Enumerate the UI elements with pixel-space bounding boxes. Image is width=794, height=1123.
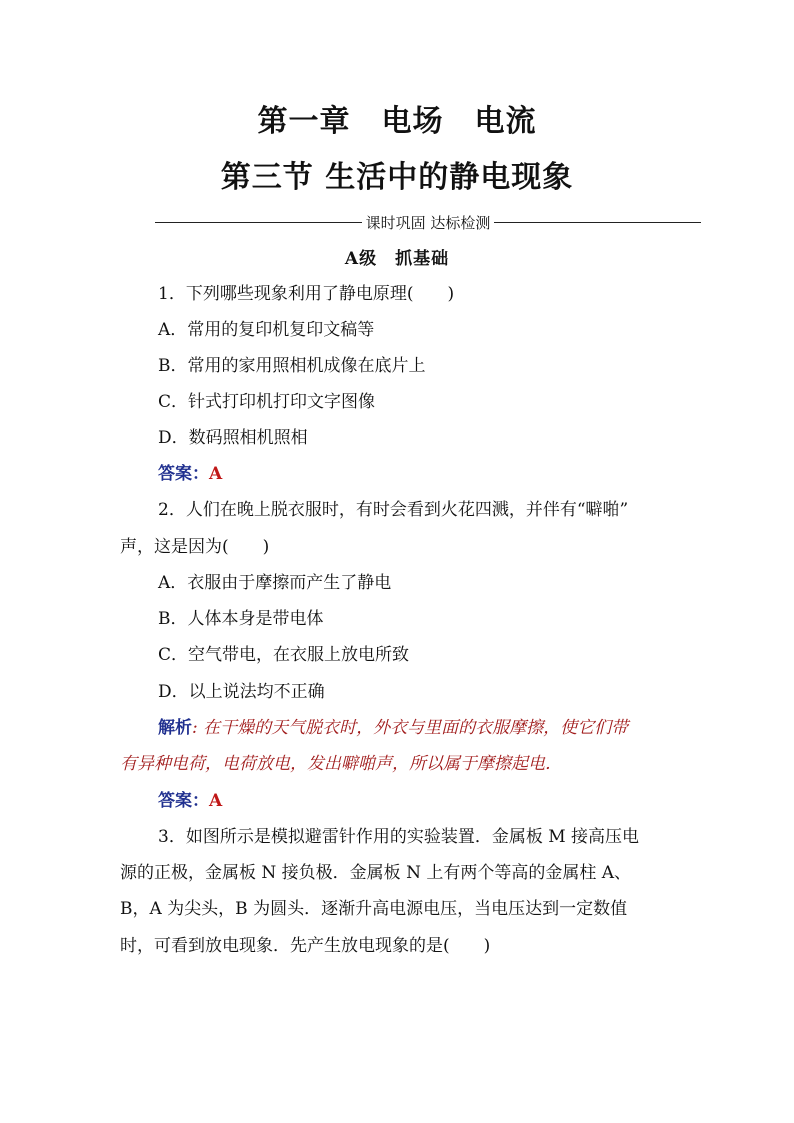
question-3-line-3: B，A 为尖头，B 为圆头．逐渐升高电源电压，当电压达到一定数值: [120, 899, 628, 919]
question-3-line-1: 3．如图所示是模拟避雷针作用的实验装置．金属板 M 接高压电: [158, 827, 640, 847]
chapter-title: 第一章 电场 电流: [257, 104, 537, 139]
question-1-answer: [158, 462, 222, 486]
answer-label: 答案：: [158, 464, 209, 484]
question-2-option-a: A．衣服由于摩擦而产生了静电: [158, 573, 392, 593]
question-1-option-d: D．数码照相机照相: [158, 428, 308, 448]
analysis-label: 解析: [158, 718, 192, 738]
question-2-analysis-line-1: [158, 716, 628, 740]
analysis-text: : 在干燥的天气脱衣时，外衣与里面的衣服摩擦，使它们带: [192, 718, 629, 738]
question-1-stem: 1．下列哪些现象利用了静电原理( ): [158, 284, 455, 304]
question-2-option-b: B．人体本身是带电体: [158, 609, 324, 629]
answer-value: A: [209, 464, 223, 484]
banner-right-rule: [494, 222, 701, 223]
question-1-option-c: C．针式打印机打印文字图像: [158, 392, 376, 412]
question-2-answer: [158, 789, 222, 813]
answer-label: 答案：: [158, 791, 209, 811]
answer-value: A: [209, 791, 223, 811]
section-banner: [155, 211, 701, 233]
question-2-option-d: D．以上说法均不正确: [158, 682, 325, 702]
banner-text: 课时巩固 达标检测: [365, 213, 491, 232]
question-2-stem-line-2: 声，这是因为( ): [120, 537, 270, 557]
question-2-option-c: C．空气带电，在衣服上放电所致: [158, 645, 410, 665]
banner-left-rule: [155, 222, 362, 223]
section-title: 第三节 生活中的静电现象: [220, 160, 574, 195]
question-2-analysis-line-2: 有异种电荷，电荷放电，发出噼啪声，所以属于摩擦起电．: [120, 754, 562, 774]
question-3-line-4: 时，可看到放电现象．先产生放电现象的是( ): [120, 936, 491, 956]
question-1-option-b: B．常用的家用照相机成像在底片上: [158, 356, 426, 376]
question-1-option-a: A．常用的复印机复印文稿等: [158, 320, 375, 340]
question-3-line-2: 源的正极，金属板 N 接负极．金属板 N 上有两个等高的金属柱 A、: [120, 863, 632, 883]
question-2-stem-line-1: 2．人们在晚上脱衣服时，有时会看到火花四溅，并伴有“噼啪”: [158, 500, 629, 520]
level-heading: A级 抓基础: [344, 249, 450, 269]
